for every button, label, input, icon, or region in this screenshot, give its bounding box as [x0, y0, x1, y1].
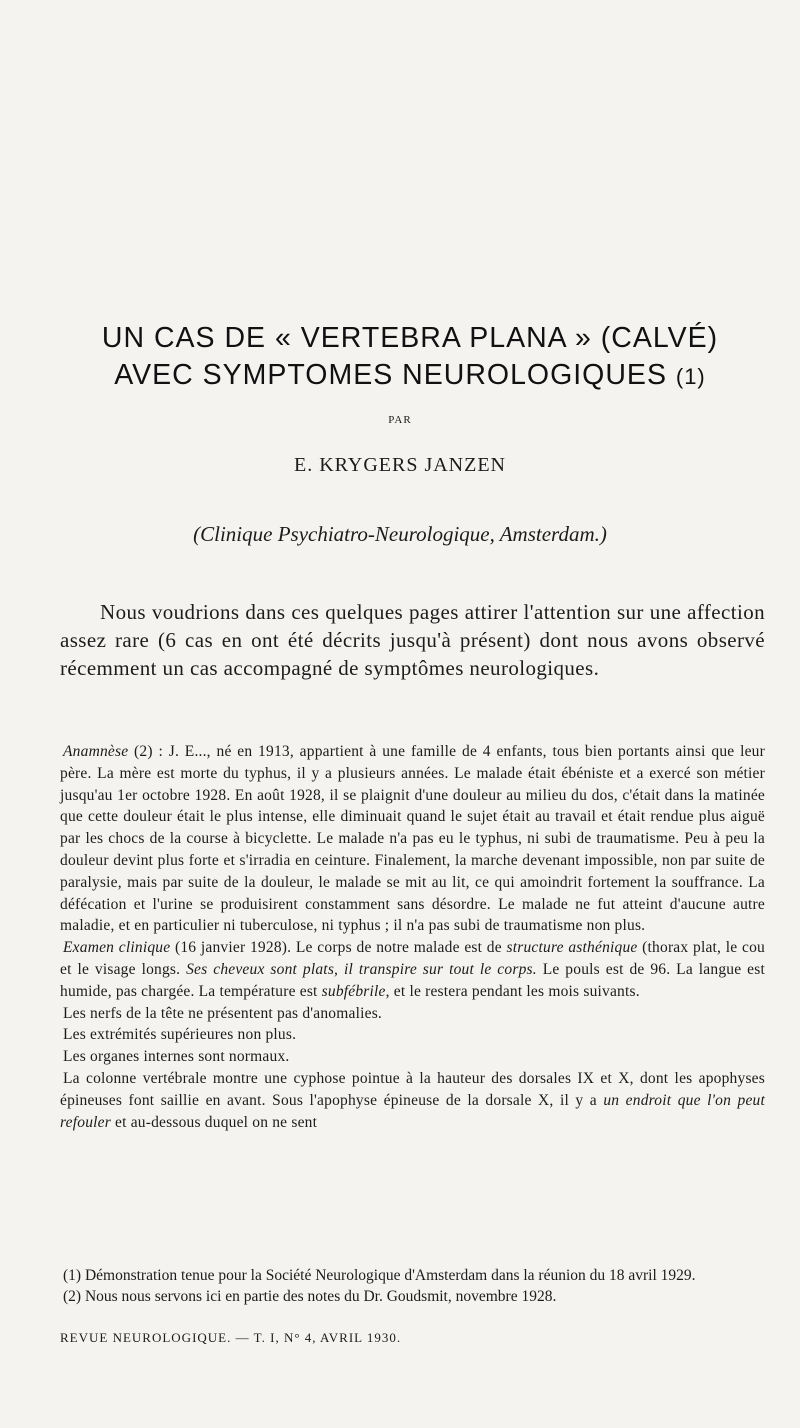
colonne-paragraph — [60, 1068, 765, 1133]
examen-paragraph — [60, 937, 765, 1002]
examen-text: , et le restera pendant les mois suivants. — [385, 982, 640, 1000]
nerfs-paragraph: Les nerfs de la tête ne présentent pas d'anomalies. — [63, 1004, 382, 1022]
colonne-emphasis: un endroit que l'on peut refouler — [60, 1091, 766, 1131]
title-footnote-ref: (1) — [675, 364, 706, 389]
anamnese-paragraph — [60, 741, 765, 937]
examen-text: Le pouls est de 96. La langue est humide, pas chargée. La température est — [60, 960, 765, 1000]
title-line-2 — [60, 357, 760, 395]
examen-emphasis: structure asthénique — [506, 939, 638, 957]
author-affiliation: (Clinique Psychiatro-Neurologique, Amsterdam.) — [193, 522, 607, 546]
examen-emphasis: subfébrile — [321, 982, 386, 1000]
journal-footer: REVUE NEUROLOGIQUE. — T. I, N° 4, AVRIL 1930. — [60, 1330, 402, 1345]
examen-text: (16 janvier 1928). Le corps de notre malade est de — [170, 939, 507, 957]
colonne-text: La colonne vertébrale montre une cyphose pointue à la hauteur des dorsales IX et X, dont les apophyses épineuses font saillie en avant. Sous l'apophyse épineuse de la dorsale X, il y a — [60, 1069, 765, 1109]
extremites-paragraph: Les extrémités supérieures non plus. — [63, 1026, 297, 1044]
byline-par: PAR — [388, 414, 412, 426]
article-title — [60, 320, 760, 395]
intro-paragraph: Nous voudrions dans ces quelques pages attirer l'attention sur une affection assez rare (6 cas en ont été décrits jusqu'à présent) dont nous avons observé récemment un cas accompagné de symptômes neurologiques. — [60, 600, 765, 680]
title-line-2-text: AVEC SYMPTOMES NEUROLOGIQUES — [114, 359, 667, 391]
article-body — [60, 741, 765, 1133]
footnote-2: (2) Nous nous servons ici en partie des notes du Dr. Goudsmit, novembre 1928. — [63, 1288, 557, 1305]
author-name: E. KRYGERS JANZEN — [293, 454, 506, 476]
examen-emphasis: Ses cheveux sont plats, il transpire sur tout le corps. — [186, 960, 537, 978]
footnotes — [60, 1266, 765, 1308]
anamnese-label: Anamnèse — [63, 743, 129, 760]
organes-paragraph: Les organes internes sont normaux. — [63, 1048, 290, 1066]
examen-text: (thorax plat, le cou et le visage longs. — [60, 939, 765, 978]
anamnese-text: (2) : J. E..., né en 1913, appartient à une famille de 4 enfants, tous bien portants ainsi que leur père. La mère est morte du typhus, il y a plusieurs années. Le malade était ébéniste et a exercé son métier jusqu'au 1er octobre 1928. En août 1928, il se plaignit d'une douleur au milieu du dos, c'était dans la matinée que cette douleur était le plus intense, elle diminuait quand le sujet était au travail et était rendue plus aiguë par les chocs de la course à bicyclette. Le malade n'a pas eu le typhus, ni subi de traumatisme. Peu à peu la douleur devint plus forte et s'irradia en ceinture. Finalement, la marche devenant impossible, non par suite de paralysie, mais par suite de la douleur, le malade se mit au lit, ce qui amoindrit fortement la souffrance. La défécation et l'urine se produisirent constamment sans désordre. Le malade ne fut atteint d'aucune autre maladie, et en particulier ni tuberculose, ni typhus ; il n'a pas subi de traumatisme non plus. — [60, 743, 765, 935]
footnote-1: (1) Démonstration tenue pour la Société Neurologique d'Amsterdam dans la réunion du 18 avril 1929. — [63, 1267, 696, 1284]
examen-label: Examen clinique — [63, 939, 171, 957]
title-line-1: UN CAS DE « VERTEBRA PLANA » (CALVÉ) — [101, 322, 719, 354]
colonne-text: et au-dessous duquel on ne sent — [110, 1113, 318, 1131]
